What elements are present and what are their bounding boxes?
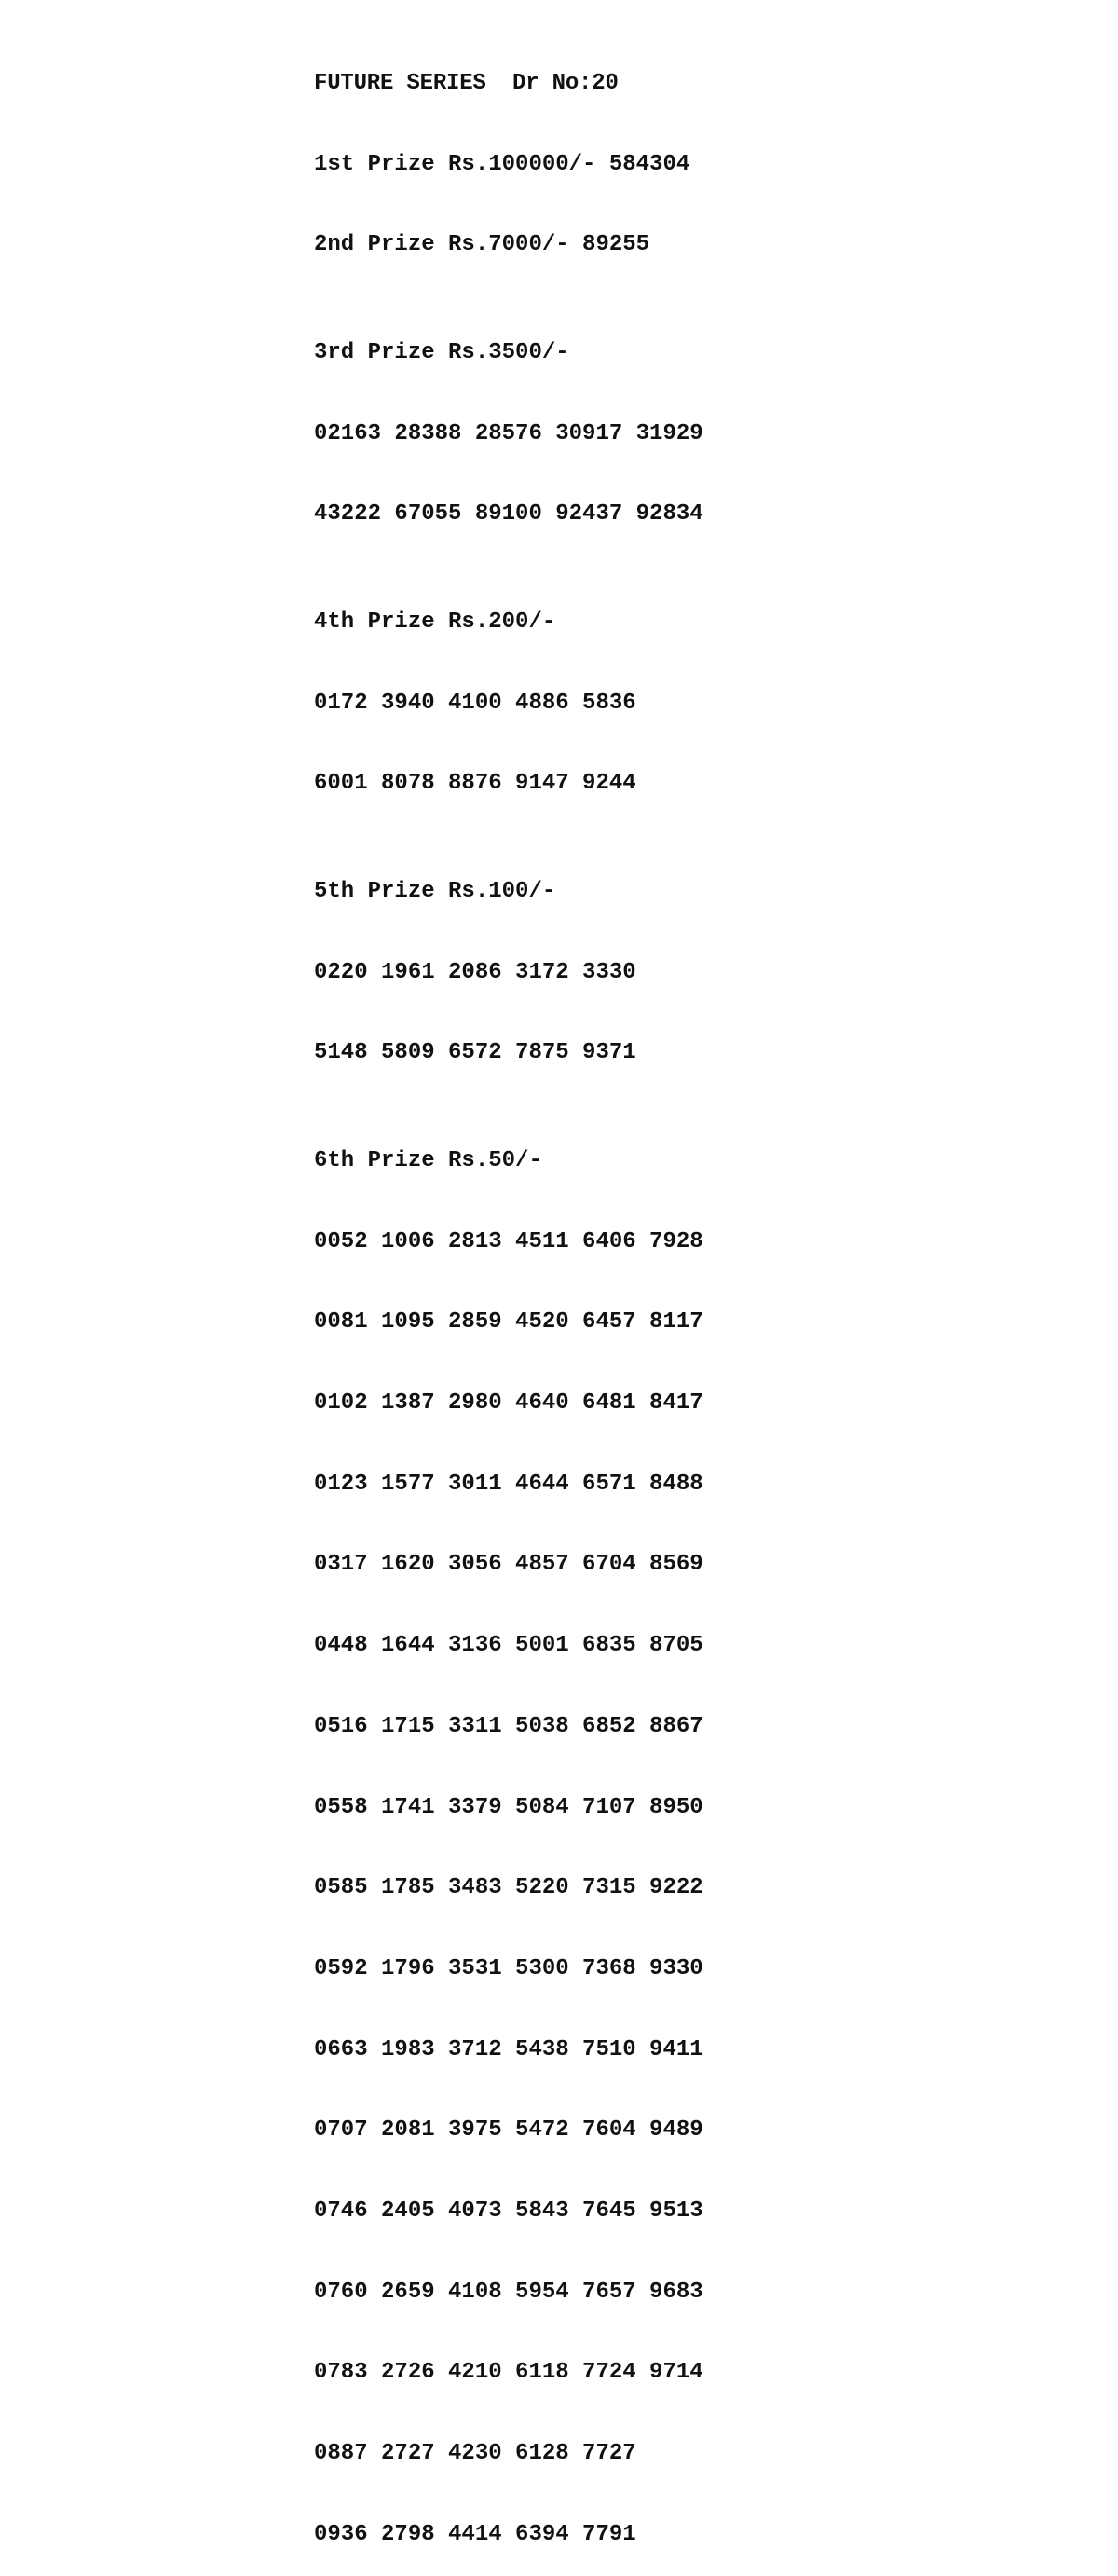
first-prize-line: 1st Prize Rs.100000/- 584304 — [314, 151, 690, 177]
sixth-prize-row: 0783 2726 4210 6118 7724 9714 — [314, 2360, 703, 2386]
sixth-prize-row: 0585 1785 3483 5220 7315 9222 — [314, 1875, 703, 1901]
sixth-prize-row: 0317 1620 3056 4857 6704 8569 — [314, 1552, 703, 1578]
fourth-prize-heading: 4th Prize Rs.200/- — [314, 609, 556, 635]
sixth-prize-row: 0663 1983 3712 5438 7510 9411 — [314, 2036, 703, 2062]
sixth-prize-heading: 6th Prize Rs.50/- — [314, 1147, 542, 1173]
sixth-prize-row: 0123 1577 3011 4644 6571 8488 — [314, 1471, 703, 1497]
sixth-prize-row: 0516 1715 3311 5038 6852 8867 — [314, 1713, 703, 1739]
sixth-prize-row: 0760 2659 4108 5954 7657 9683 — [314, 2279, 703, 2305]
sixth-prize-row: 0102 1387 2980 4640 6481 8417 — [314, 1390, 703, 1416]
sixth-prize-row: 0081 1095 2859 4520 6457 8117 — [314, 1309, 703, 1336]
fifth-prize-row: 5148 5809 6572 7875 9371 — [314, 1040, 636, 1066]
sixth-prize-row: 0707 2081 3975 5472 7604 9489 — [314, 2117, 703, 2144]
fifth-prize-row: 0220 1961 2086 3172 3330 — [314, 959, 636, 985]
sixth-prize-row: 0887 2727 4230 6128 7727 — [314, 2441, 636, 2467]
fifth-prize-heading: 5th Prize Rs.100/- — [314, 878, 556, 904]
draw-header: FUTURE SERIES Dr No:20 — [314, 70, 619, 96]
third-prize-row: 43222 67055 89100 92437 92834 — [314, 501, 703, 528]
third-prize-heading: 3rd Prize Rs.3500/- — [314, 339, 569, 365]
second-prize-line: 2nd Prize Rs.7000/- 89255 — [314, 232, 650, 258]
third-prize-row: 02163 28388 28576 30917 31929 — [314, 420, 703, 446]
sixth-prize-row: 0746 2405 4073 5843 7645 9513 — [314, 2199, 703, 2225]
lottery-result-document — [314, 17, 703, 2576]
sixth-prize-row: 0052 1006 2813 4511 6406 7928 — [314, 1228, 703, 1254]
fourth-prize-row: 6001 8078 8876 9147 9244 — [314, 771, 636, 797]
sixth-prize-row: 0448 1644 3136 5001 6835 8705 — [314, 1633, 703, 1659]
sixth-prize-row: 0936 2798 4414 6394 7791 — [314, 2521, 636, 2547]
sixth-prize-row: 0592 1796 3531 5300 7368 9330 — [314, 1955, 703, 1981]
fourth-prize-row: 0172 3940 4100 4886 5836 — [314, 690, 636, 716]
sixth-prize-row: 0558 1741 3379 5084 7107 8950 — [314, 1794, 703, 1820]
